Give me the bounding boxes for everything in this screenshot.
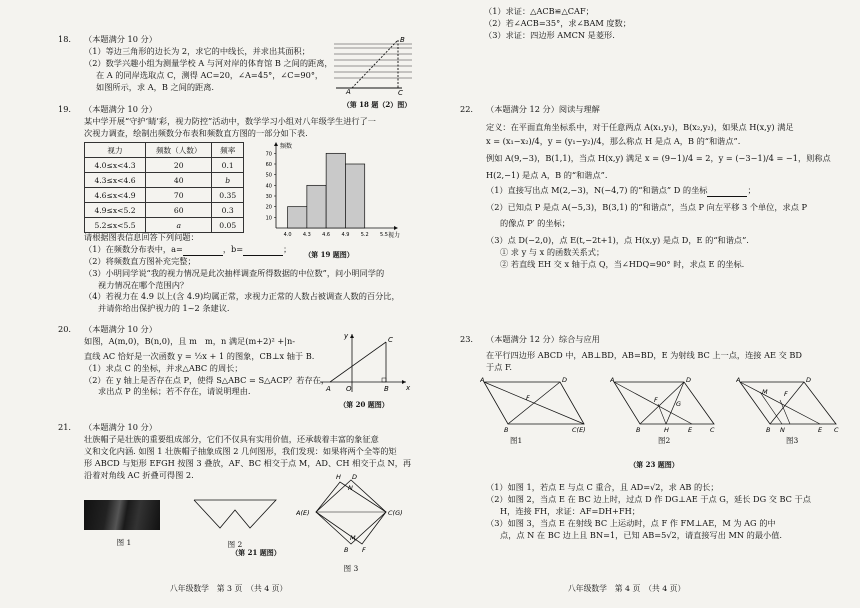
table-row [85, 188, 244, 203]
coordinate-diagram [316, 330, 412, 396]
label-c: C [834, 426, 839, 434]
text-line: ② 若直线 EH 交 x 轴于点 Q，当∠HDQ=90° 时，求点 E 的坐标. [500, 258, 745, 269]
figure-23-2 [610, 376, 720, 434]
question-head: （本题满分 10 分） [84, 422, 157, 432]
text-line: 某中学开展“守护‘睛’彩，视力防控”活动中，数学学习小组对八年级学生进行了一 [84, 115, 376, 126]
question-head: （本题满分 12 分）综合与应用 [486, 334, 600, 344]
river-diagram [332, 34, 422, 96]
question-head: （本题满分 12 分）阅读与理解 [486, 104, 600, 114]
answer-blank-a [183, 247, 223, 256]
text-line: 在平行四边形 ABCD 中，AB⊥BD，AB=BD，E 为射线 BC 上一点，连接 AE 交 BD [486, 349, 802, 360]
answer-blank-d [707, 188, 747, 197]
figure-label: 图1 [510, 436, 523, 445]
text-line: H，连接 FH，求证：AF=DH+FH； [500, 505, 640, 516]
histogram-bar [326, 153, 345, 228]
x-axis-arrow [394, 226, 398, 230]
y-axis-arrow [274, 142, 278, 146]
question-22 [460, 104, 850, 271]
question-number: 23. [460, 334, 474, 344]
table-cell: 0.35 [212, 188, 244, 203]
table-cell: b [212, 173, 244, 188]
text-line: （3）如图 3，当点 E 在射线 BC 上运动时，点 F 作 FM⊥AE，M 为 AG 的中 [486, 517, 776, 528]
text-line: （4）若视力在 4.9 以上(含 4.9)均属正常，求视力正常的人数占被调查人数的百分比， [84, 291, 400, 302]
text-line: 在 A 的同岸选取点 C，测得 AC=20，∠A=45°，∠C=90°， [96, 69, 324, 80]
label-d: D [562, 376, 568, 384]
part-1: （1）直接写出点 M(2,−3)，N(−4,7) 的“和谐点” D 的坐标 [486, 185, 708, 196]
figure-label: 图 3 [343, 563, 359, 573]
figure-label: 图3 [786, 436, 799, 445]
x-tick-label: 4.6 [322, 232, 331, 238]
label-ce: C(E) [572, 426, 586, 434]
page-footer: 八年级数学 第 4 页 （共 4 页） [568, 583, 686, 593]
y-tick-label: 50 [265, 172, 272, 179]
figure-21-1 [84, 500, 164, 549]
label-c: C [710, 426, 715, 434]
label-h: H [664, 426, 669, 434]
text-line: 请根据图表信息回答下列问题： [84, 232, 199, 242]
x-tick-label: 5.2 [360, 232, 369, 238]
text-line: （1）如图 1，若点 E 与点 C 重合，且 AD=√2，求 AB 的长； [486, 482, 719, 492]
histogram-bar [345, 164, 364, 228]
table-row [85, 218, 244, 233]
y-tick-label: 20 [265, 204, 272, 211]
text-line: （1）直接写出点 M(2,−3)，N(−4,7) 的“和谐点” D 的坐标 ； [486, 185, 756, 196]
histogram-bar [307, 185, 326, 228]
question-number: 18. [58, 34, 72, 44]
label-y: y [344, 332, 349, 340]
definition-line: x = (x₁−x₂)/4，y = (y₁−y₂)/4，那么称点 H 是点 A，B 的“和谐点”. [486, 135, 741, 146]
table-header: 频数（人数） [146, 143, 212, 158]
label-n: N [348, 484, 353, 492]
table-cell: 40 [146, 173, 212, 188]
text-line: 义和文化内涵. 如图 1 壮族帽子抽象成图 2 几何图形，我们发现：如果将两个全等的矩 [84, 445, 397, 456]
question-number: 21. [58, 422, 72, 432]
y-tick-label: 40 [265, 183, 272, 190]
text-line: 如图，A(m,0)，B(n,0)，且 m m，n 满足(m+2)² +|n- [84, 335, 296, 346]
question-20 [58, 324, 348, 398]
table-cell: 20 [146, 158, 212, 173]
label-d: D [806, 376, 812, 384]
definition-line: 定义：在平面直角坐标系中，对于任意两点 A(x₁,y₁)，B(x₂,y₂)，如果点 H(x,y) 满足 [486, 121, 794, 132]
table-header: 视力 [85, 143, 146, 158]
y-axis-label: 频数 [280, 143, 293, 150]
figure-21-3 [296, 472, 406, 575]
x-tick-label: 4.0 [283, 232, 292, 238]
question-number: 20. [58, 324, 72, 334]
figure-23-1 [480, 376, 590, 434]
table-cell: 0.1 [212, 158, 244, 173]
table-cell: 4.9≤x<5.2 [85, 203, 146, 218]
label-e: E [688, 426, 693, 434]
figure-caption: （第 20 题图） [339, 399, 389, 409]
text-line: （2）将频数直方图补充完整； [84, 255, 196, 266]
histogram-bar [288, 207, 307, 228]
label-a: A [346, 88, 351, 96]
question-number: 19. [58, 104, 72, 114]
text-line: （2）如图 2，当点 E 在 BC 边上时，过点 D 作 DG⊥AE 于点 G，延长 DG 交 BC 于点 [486, 493, 811, 504]
figure-label: 图2 [658, 436, 671, 445]
y-tick-label: 30 [265, 194, 272, 200]
table-header-row [85, 143, 244, 158]
question-19-parts [84, 232, 424, 315]
table-cell: 70 [146, 188, 212, 203]
table-header: 频率 [212, 143, 244, 158]
text-line: （3）点 D(−2,0)，点 E(t,−2t+1)，点 H(x,y) 是点 D，E 的“和谐点”. [486, 235, 749, 246]
part-1b: ，b= [222, 243, 244, 254]
label-b: B [344, 546, 349, 554]
right-page [430, 0, 860, 608]
figure-caption: （第 21 题图） [231, 548, 281, 557]
label-c: C [398, 89, 403, 96]
text-line: （1）在频数分布表中，a= ，b= ； [84, 243, 292, 254]
chart-caption: （第 19 题图） [304, 249, 354, 259]
table-row [85, 158, 244, 173]
figure-18 [332, 34, 422, 109]
text-line: （3）小明同学说“我的视力情况是此次抽样调查所得数据的中位数”，问小明同学的 [84, 267, 385, 278]
label-f: F [784, 390, 788, 398]
text-line: ① 求 y 与 x 的函数关系式； [500, 247, 605, 258]
label-a: A [326, 385, 331, 393]
table-row [85, 203, 244, 218]
table-cell: 4.6≤x<4.9 [85, 188, 146, 203]
label-o: O [346, 385, 352, 393]
text-line: （3）求证：四边形 AMCN 是菱形. [484, 29, 615, 40]
label-cg: C(G) [388, 509, 403, 517]
example-line: H(2,−1) 是点 A，B 的“和谐点”. [486, 169, 608, 180]
question-19 [58, 104, 418, 140]
hat-geometry [190, 494, 280, 536]
text-line: （1）求证：△ACB≌△CAF； [484, 6, 594, 16]
label-b: B [504, 426, 509, 434]
figure-caption: （第 23 题图） [629, 460, 679, 469]
text-line: 沿着对角线 AC 折叠可得图 2. [84, 469, 194, 480]
question-number: 22. [460, 104, 474, 114]
page-footer: 八年级数学 第 3 页 （共 4 页） [170, 583, 288, 593]
table-cell: 5.2≤x<5.5 [85, 218, 146, 233]
table-cell: 60 [146, 203, 212, 218]
x-tick-label: 4.3 [302, 232, 311, 238]
label-a: A [610, 376, 615, 384]
figure-23-3 [736, 376, 846, 434]
x-axis-label: 视力 [388, 232, 401, 239]
label-g: G [676, 400, 682, 408]
x-tick-label: 5.5 [380, 232, 388, 238]
text-line: （2）若∠ACB=35°，求∠BAM 度数； [484, 17, 631, 28]
figure-21-2 [190, 494, 280, 551]
label-m: M [350, 534, 356, 542]
label-m: M [762, 388, 768, 396]
histogram-chart [254, 140, 404, 246]
label-b: B [636, 426, 641, 434]
label-d: D [686, 376, 692, 384]
label-d: D [352, 473, 358, 481]
label-b: B [766, 426, 771, 434]
label-h: H [336, 473, 341, 481]
label-b: B [400, 36, 405, 44]
label-a: A [480, 376, 485, 384]
text-line: 并请你给出保护视力的 1~2 条建议. [98, 303, 230, 314]
text-line: 形 ABCD 与矩形 EFGH 按图 3 叠放，AF、BC 相交于点 M，AD、CH 相交于点 N，再 [84, 457, 412, 468]
label-n: N [780, 426, 785, 434]
figures-23 [480, 376, 850, 452]
text-line: 视力情况在哪个范围内？ [98, 279, 189, 290]
question-head: （本题满分 10 分） [84, 104, 157, 114]
figure-20 [316, 330, 412, 410]
text-line: 如图所示，求 A，B 之间的距离. [96, 81, 214, 92]
x-tick-label: 4.9 [341, 232, 350, 238]
figure-label: 图 1 [116, 538, 132, 547]
label-e: E [818, 426, 823, 434]
figure-label: 图 2 [227, 539, 243, 549]
table-cell: 0.05 [212, 218, 244, 233]
y-tick-label: 70 [265, 151, 272, 158]
label-a: A [736, 376, 741, 384]
label-f: F [362, 546, 366, 554]
label-b: B [384, 385, 389, 393]
table-cell: 0.3 [212, 203, 244, 218]
part-1a: （1）在频数分布表中，a= [84, 243, 183, 254]
hat-photo [84, 500, 160, 530]
y-tick-label: 10 [265, 215, 272, 222]
text-line: （2）数学兴趣小组为测量学校 A 与河对岸的体育馆 B 之间的距离， [84, 57, 333, 68]
figure-caption: （第 18 题（2）图） [342, 99, 412, 109]
table-cell: 4.3≤x<4.6 [85, 173, 146, 188]
text-line: （2）已知点 P 是点 A(−5,3)，B(3,1) 的“和谐点”，当点 P 向左平移 3 个单位，求点 P [486, 202, 808, 213]
answer-blank-b [243, 247, 283, 256]
text-line: 壮族帽子是壮族的重要组成部分，它们不仅具有实用价值，还承载着丰富的象征意 [84, 433, 379, 444]
question-21-continued [484, 6, 844, 42]
y-tick-label: 60 [265, 162, 272, 168]
text-line: （1）求点 C 的坐标，并求△ABC 的周长； [84, 362, 243, 373]
text-line: 直线 AC 恰好是一次函数 y = ½x + 1 的图象，CB⊥x 轴于 B. [84, 350, 315, 361]
text-line: 点，点 N 在 BC 边上且 BN=1，已知 AB=5√2，请直接写出 MN 的最小值. [500, 529, 782, 540]
example-line: 例如 A(9,−3)，B(1,1)，当点 H(x,y) 满足 x = (9−1)/4 = 2，y = (−3−1)/4 = −1，则称点 [486, 152, 831, 163]
question-23-parts [486, 482, 852, 541]
question-head: （本题满分 10 分） [84, 34, 157, 44]
table-row [85, 173, 244, 188]
text-line: 于点 F. [486, 361, 512, 372]
label-c: C [388, 336, 393, 344]
text-line: 的像点 P′ 的坐标； [500, 218, 570, 229]
table-cell: a [146, 218, 212, 233]
table-cell: 4.0≤x<4.3 [85, 158, 146, 173]
label-ae: A(E) [296, 509, 310, 517]
text-line: 次视力调查，绘制出频数分布表和频数直方图的一部分如下表. [84, 127, 308, 138]
question-head: （本题满分 10 分） [84, 324, 157, 334]
text-line: （1）等边三角形的边长为 2，求它的中线长，并求出其面积； [84, 45, 310, 56]
label-f: F [526, 394, 530, 402]
text-line: 求出点 P 的坐标；若不存在，请说明理由. [98, 386, 251, 397]
label-x: x [406, 384, 411, 392]
frequency-table [84, 142, 244, 233]
text-line: （2）在 y 轴上是否存在点 P，使得 S△ABC = S△ACP？若存在， [84, 374, 330, 385]
label-f: F [654, 396, 658, 404]
question-23 [460, 334, 850, 374]
